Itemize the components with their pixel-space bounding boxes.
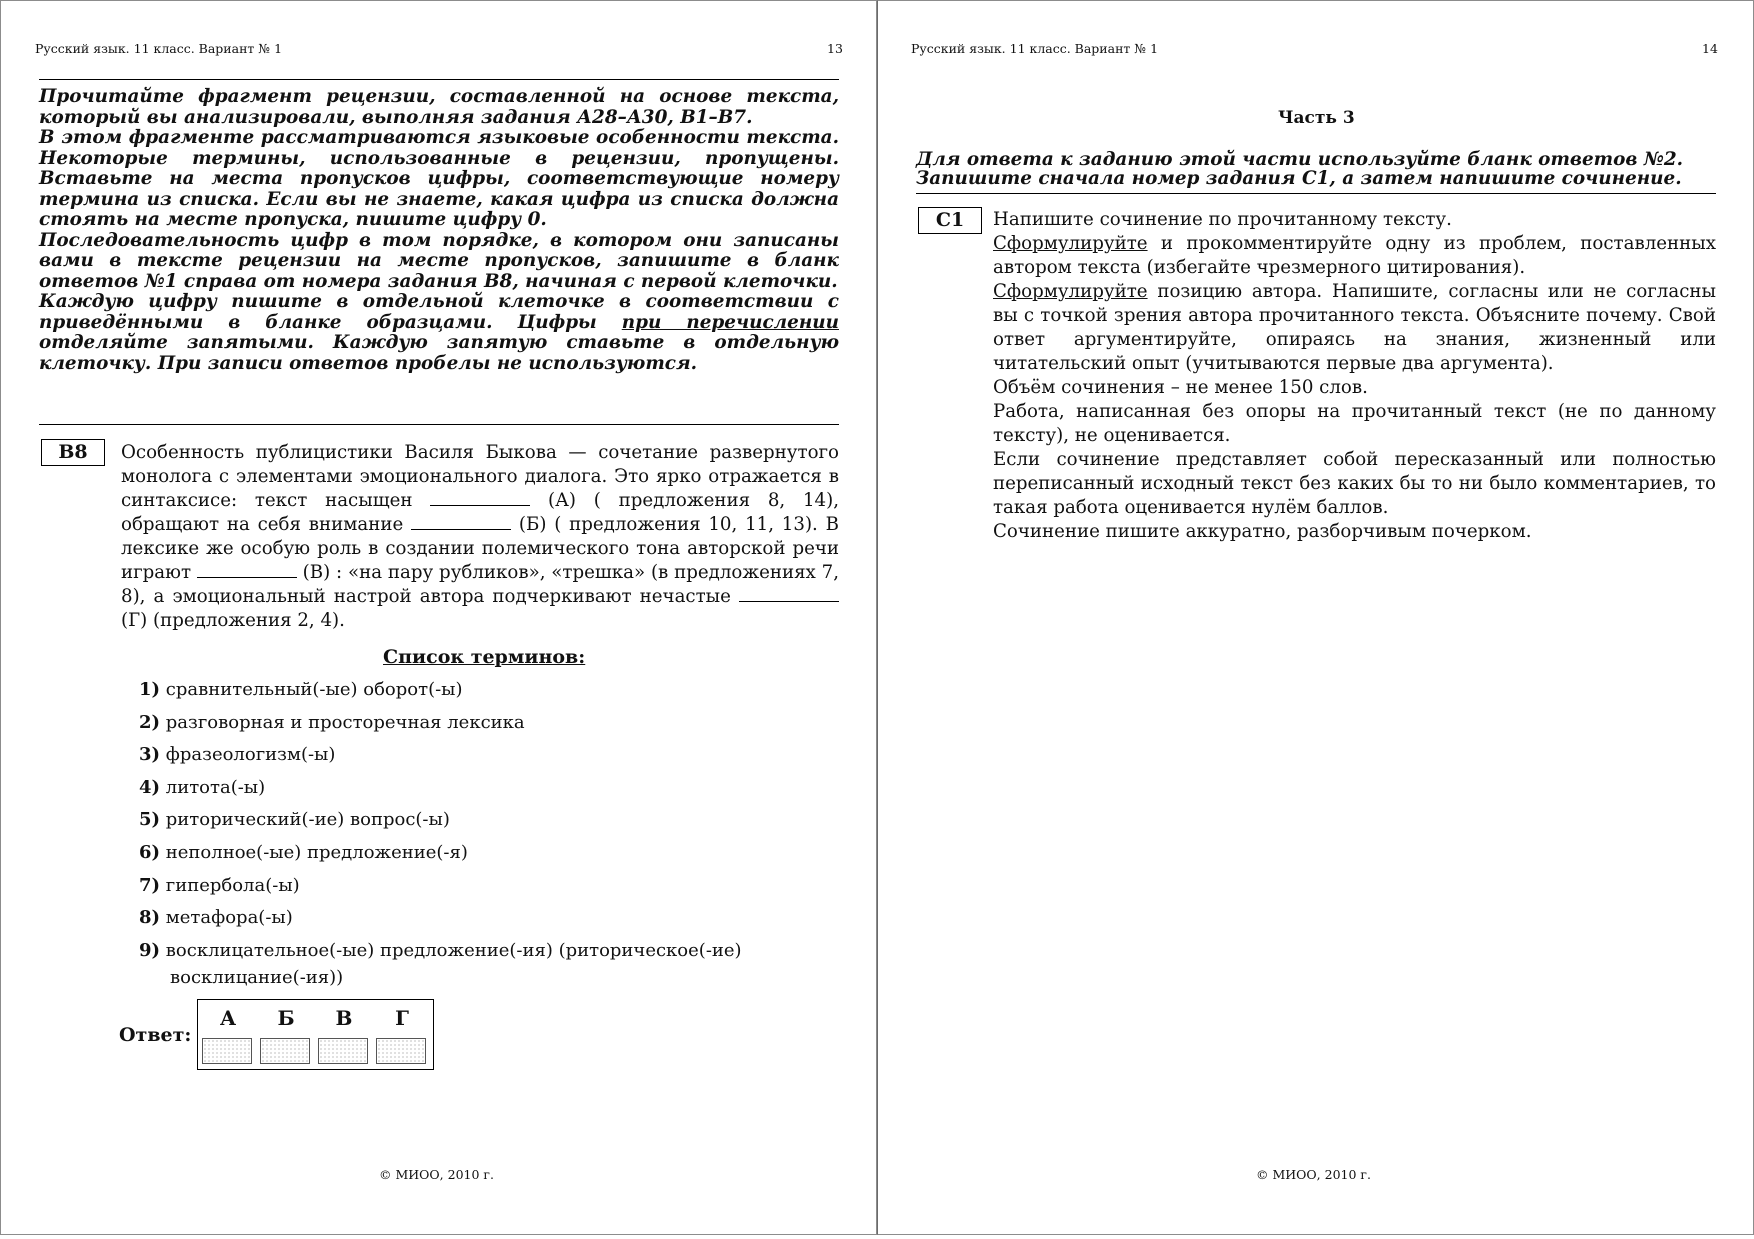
term-item-continuation: восклицание(-ия)) xyxy=(170,967,344,988)
term-item: 8) метафора(-ы) xyxy=(139,907,293,928)
answer-cell-b[interactable] xyxy=(260,1038,310,1064)
c1-paragraph: Объём сочинения – не менее 150 слов. xyxy=(993,377,1368,398)
term-item: 4) литота(-ы) xyxy=(139,777,266,798)
answer-cell-g[interactable] xyxy=(376,1038,426,1064)
c1-paragraph: Сформулируйте и прокомментируйте одну из проблем, поставленных автором текста (избегайте чрезмерного цитирования). xyxy=(993,233,1716,278)
underlined-phrase: при перечислении xyxy=(621,311,839,333)
page-13 xyxy=(0,0,877,1235)
instruction-paragraph-2: В этом фрагменте рассматриваются языковые особенности текста. Некоторые термины, использованные в рецензии, пропущены. Вставьте на места пропусков цифры, соответствующие номеру термина из списка. Если вы не знаете, какая цифра из списка должна стоять на месте пропуска, пишите цифру 0. xyxy=(39,127,839,230)
task-label-b8: В8 xyxy=(41,439,105,466)
bottom-rule xyxy=(39,424,839,425)
term-item: 5) риторический(-ие) вопрос(-ы) xyxy=(139,809,450,830)
c1-paragraph: Если сочинение представляет собой пересказанный или полностью переписанный исходный текст без каких бы то ни было комментариев, то такая работа оценивается нулём баллов. xyxy=(993,449,1716,518)
terms-title: Список терминов: xyxy=(383,646,586,668)
task-label-c1: С1 xyxy=(918,207,982,234)
answer-column-a: А xyxy=(219,1006,237,1030)
c1-paragraph: Напишите сочинение по прочитанному тексту. xyxy=(993,209,1452,230)
page-number: 13 xyxy=(827,41,843,56)
term-item: 2) разговорная и просторечная лексика xyxy=(139,712,525,733)
answer-column-v: В xyxy=(335,1006,353,1030)
term-item: 3) фразеологизм(-ы) xyxy=(139,744,336,765)
page-14 xyxy=(877,0,1754,1235)
blank-c xyxy=(197,563,297,578)
answer-table xyxy=(197,999,434,1070)
task-c1-text xyxy=(993,208,1716,544)
blank-a xyxy=(430,491,530,506)
page-footer: © МИОО, 2010 г. xyxy=(1256,1167,1371,1182)
part3-rule xyxy=(916,193,1716,194)
answer-cell-v[interactable] xyxy=(318,1038,368,1064)
page-header-title: Русский язык. 11 класс. Вариант № 1 xyxy=(911,41,1159,56)
c1-paragraph: Сочинение пишите аккуратно, разборчивым почерком. xyxy=(993,521,1532,542)
top-rule xyxy=(39,79,839,80)
c1-paragraph: Сформулируйте позицию автора. Напишите, согласны или не согласны вы с точкой зрения автора прочитанного текста. Объясните почему. Свой ответ аргументируйте, опираясь на знания, жизненный или читательский опыт (учитываются первые два аргумента). xyxy=(993,281,1716,374)
page-header-title: Русский язык. 11 класс. Вариант № 1 xyxy=(35,41,283,56)
instruction-paragraph-3: Последовательность цифр в том порядке, в котором они записаны вами в тексте рецензии на месте пропусков, запишите в бланк ответов №1 справа от номера задания В8, начиная с первой клеточки. xyxy=(39,229,839,292)
part3-instructions: Для ответа к заданию этой части используйте бланк ответов №2. Запишите сначала номер задания С1, а затем напишите сочинение. xyxy=(916,149,1684,189)
answer-cell-a[interactable] xyxy=(202,1038,252,1064)
page-footer: © МИОО, 2010 г. xyxy=(379,1167,494,1182)
answer-label: Ответ: xyxy=(119,1024,192,1046)
answer-column-g: Г xyxy=(395,1006,409,1030)
c1-paragraph: Работа, написанная без опоры на прочитанный текст (не по данному тексту), не оценивается. xyxy=(993,401,1716,446)
answer-column-b: Б xyxy=(277,1006,295,1030)
part-title: Часть 3 xyxy=(1278,108,1355,128)
term-item: 9) восклицательное(-ые) предложение(-ия) (риторическое(-ие) xyxy=(139,940,742,961)
term-item: 6) неполное(-ые) предложение(-я) xyxy=(139,842,468,863)
instruction-paragraph-4: Каждую цифру пишите в отдельной клеточке в соответствии с приведёнными в бланке образцами. Цифры при перечислении отделяйте запятыми. Каждую запятую ставьте в отдельную клеточку. При записи ответов пробелы не используются. xyxy=(39,291,839,374)
instructions-block xyxy=(39,87,839,374)
blank-d xyxy=(739,587,839,602)
term-item: 7) гипербола(-ы) xyxy=(139,875,300,896)
task-b8-text: Особенность публицистики Василя Быкова — сочетание развернутого монолога с элементами эмоционального диалога. Это ярко отражается в синтаксисе: текст насыщен (А) ( предложения 8, 14), обращают на себя внимание (Б) ( предложения 10, 11, 13). В лексике же особую роль в создании полемического тона авторской речи играют (В) : «на пару рубликов», «трешка» (в предложениях 7, 8), а эмоциональный настрой автора подчеркивают нечастые (Г) (предложения 2, 4). xyxy=(121,442,839,631)
page-number: 14 xyxy=(1702,41,1718,56)
instruction-paragraph-1: Прочитайте фрагмент рецензии, составленной на основе текста, который вы анализировали, выполняя задания А28–А30, В1–В7. xyxy=(39,86,839,128)
term-item: 1) сравнительный(-ые) оборот(-ы) xyxy=(139,679,463,700)
blank-b xyxy=(411,515,511,530)
